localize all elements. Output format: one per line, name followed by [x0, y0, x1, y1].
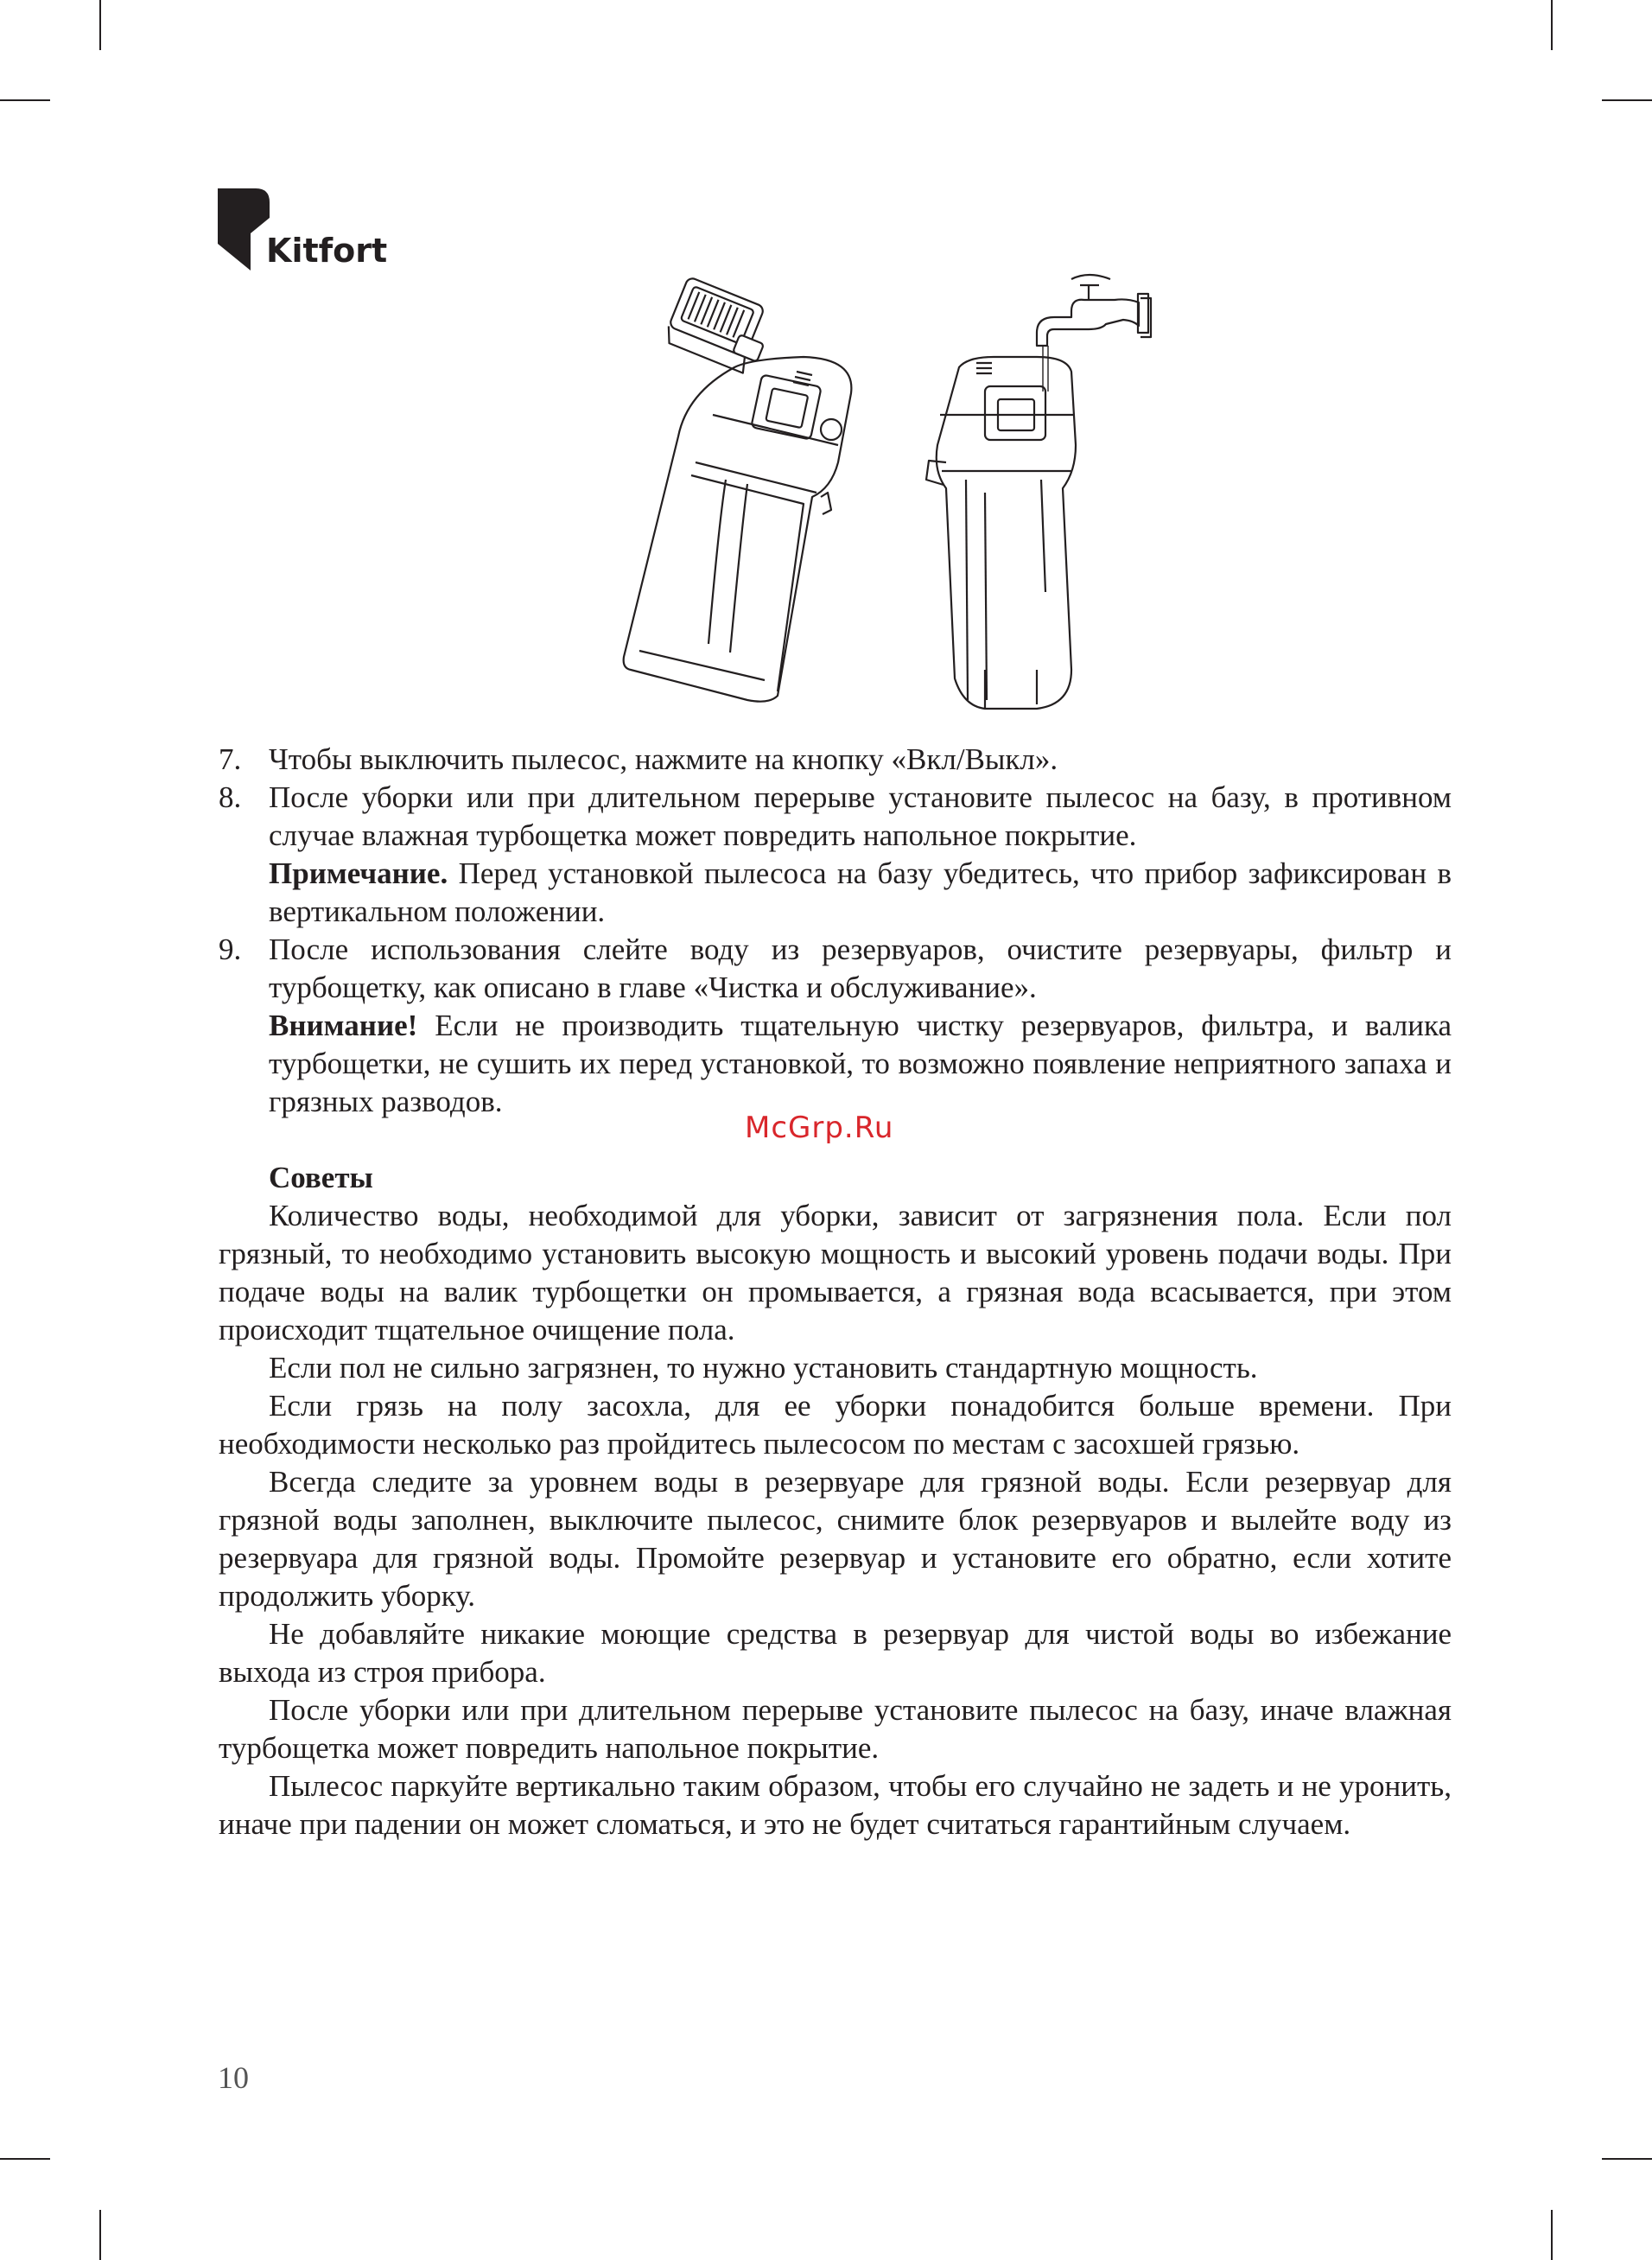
crop-mark: [1551, 0, 1553, 50]
tips-heading: Советы: [269, 1161, 373, 1194]
crop-mark: [99, 0, 101, 50]
list-item: [219, 741, 1452, 779]
water-tap-icon: [1037, 268, 1151, 392]
watermark-link[interactable]: McGrp.Ru: [745, 1111, 894, 1145]
crop-mark: [1602, 2158, 1652, 2160]
list-text: После уборки или при длительном перерыве установите пылесос на базу, в противном случае влажная турбощетка может повредить напольное покрытие.: [269, 780, 1452, 852]
tips-paragraph: Пылесос паркуйте вертикально таким образом, чтобы его случайно не задеть и не уронить, иначе при падении он может сломаться, и это не будет считаться гарантийным случаем.: [219, 1769, 1452, 1841]
warning-paragraph: [269, 1007, 1452, 1121]
crop-mark: [1602, 99, 1652, 101]
note-text: Перед установкой пылесоса на базу убедитесь, что прибор зафиксирован в вертикальном положении.: [269, 856, 1452, 928]
warning-label: Внимание!: [269, 1009, 418, 1042]
tips-paragraph: Если грязь на полу засохла, для ее уборки понадобится больше времени. При необходимости несколько раз пройдитесь пылесосом по местам с засохшей грязью.: [219, 1389, 1452, 1461]
list-item: [219, 931, 1452, 1121]
list-text: После использования слейте воду из резервуаров, очистите резервуары, фильтр и турбощетку, как описано в главе «Чистка и обслуживание».: [269, 933, 1452, 1004]
brand-logo: [218, 188, 391, 271]
tips-paragraph: Не добавляйте никакие моющие средства в резервуар для чистой воды во избежание выхода из строя прибора.: [219, 1617, 1452, 1689]
tips-paragraph: Всегда следите за уровнем воды в резервуаре для грязной воды. Если резервуар для грязной воды заполнен, выключите пылесос, снимите блок резервуаров и вылейте воду из резервуара для грязной воды. Промойте резервуар и установите его обратно, если хотите продолжить уборку.: [219, 1465, 1452, 1613]
crop-mark: [1551, 2210, 1553, 2260]
note-label: Примечание.: [269, 856, 448, 890]
list-number: 7.: [219, 742, 242, 776]
clean-water-tank-icon: [926, 357, 1076, 709]
note-paragraph: [269, 855, 1452, 931]
tips-paragraph: Количество воды, необходимой для уборки, зависит от загрязнения пола. Если пол грязный, то необходимо установить высокую мощность и высокий уровень подачи воды. При подаче воды на валик турбощетки он промывается, а грязная вода всасывается, при этом происходит тщательное очищение пола.: [219, 1199, 1452, 1346]
manual-text: [219, 741, 1452, 1843]
tips-paragraph: Если пол не сильно загрязнен, то нужно установить стандартную мощность.: [269, 1351, 1258, 1385]
tips-paragraph: После уборки или при длительном перерыве установите пылесос на базу, иначе влажная турбощетка может повредить напольное покрытие.: [219, 1693, 1452, 1765]
list-text: Чтобы выключить пылесос, нажмите на кнопку «Вкл/Выкл».: [269, 742, 1058, 776]
page-number: 10: [218, 2060, 249, 2095]
kitfort-logo-icon: [218, 188, 270, 271]
crop-mark: [99, 2210, 101, 2260]
dirty-water-tank-icon: [624, 357, 852, 702]
brand-name: Kitfort: [266, 232, 388, 270]
tank-illustration: [605, 264, 1158, 717]
list-number: 9.: [219, 933, 242, 966]
crop-mark: [0, 2158, 50, 2160]
warning-text: Если не производить тщательную чистку резервуаров, фильтра, и валика турбощетки, не сушить их перед установкой, то возможно появление неприятного запаха и грязных разводов.: [269, 1009, 1452, 1118]
list-number: 8.: [219, 780, 242, 814]
crop-mark: [0, 99, 50, 101]
list-item: [219, 779, 1452, 931]
